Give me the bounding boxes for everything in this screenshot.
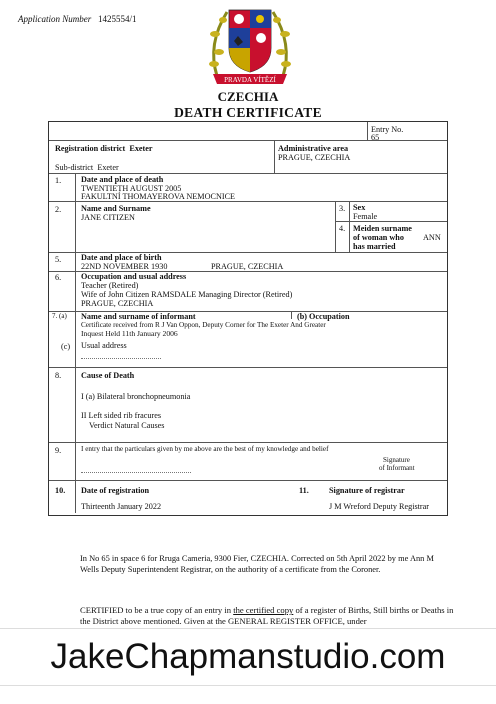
subdistrict-value: Exeter xyxy=(97,163,119,172)
field-11-number: 11. xyxy=(299,486,309,495)
death-place: FAKULTNÍ THOMAYEROVA NEMOCNICE xyxy=(81,192,236,201)
field-4-number: 4. xyxy=(339,224,346,233)
registration-district-label: Registration district xyxy=(55,144,126,153)
crest-motto: PRAVDA VÍTĚZÍ xyxy=(224,76,276,84)
deceased-name: JANE CITIZEN xyxy=(81,213,135,222)
registrar-signature: J M Wreford Deputy Registrar xyxy=(329,502,430,511)
birth-date: 22ND NOVEMBER 1930 xyxy=(81,262,168,271)
field-1-number: 1. xyxy=(55,176,62,185)
sex-value: Female xyxy=(353,212,378,221)
field-4-label-3: has married xyxy=(353,242,396,251)
field-7-label: Name and surname of informant xyxy=(81,312,196,321)
document-title: DEATH CERTIFICATE xyxy=(174,105,322,120)
field-9-number: 9. xyxy=(55,446,62,455)
occupation-line-1: Teacher (Retired) xyxy=(81,281,139,290)
certified-rest: of a register of Births, Still births or Deaths in the District above mentioned. Given at the GENERAL REGISTER OFFICE, under xyxy=(80,605,454,627)
field-3-label: Sex xyxy=(353,203,366,212)
watermark-banner: JakeChapmanstudio.com xyxy=(0,628,496,686)
subdistrict-label: Sub-district xyxy=(55,163,94,172)
field-7-number: 7. (a) xyxy=(52,312,67,320)
informant-line-1: Certificate received from R J Van Oppon, Deputy Corner for The Exeter And Greater xyxy=(81,321,326,329)
admin-area-label: Administrative area xyxy=(278,144,349,153)
field-4-label-1: Meiden surname xyxy=(353,224,412,233)
field-1-label: Date and place of death xyxy=(81,175,164,184)
signature-label-1: Signature xyxy=(383,456,410,464)
certified-pre: CERTIFIED to be a true copy of an entry in xyxy=(80,605,234,615)
application-value: 1425554/1 xyxy=(98,14,137,24)
field-10-number: 10. xyxy=(55,486,66,495)
certificate-table xyxy=(48,121,448,516)
birth-place: PRAGUE, CZECHIA xyxy=(211,262,284,271)
signature-label-2: of Informant xyxy=(379,464,415,472)
field-8-label: Cause of Death xyxy=(81,371,135,380)
field-11-label: Signature of registrar xyxy=(329,486,405,495)
field-6-label: Occupation and usual address xyxy=(81,272,187,281)
field-7c-label: Usual address xyxy=(81,341,127,350)
field-8-number: 8. xyxy=(55,371,62,380)
certified-statement xyxy=(80,605,460,627)
field-7c-number: (c) xyxy=(61,342,71,351)
application-number xyxy=(18,14,137,24)
occupation-line-3: PRAGUE, CZECHIA xyxy=(81,299,154,308)
field-3-number: 3. xyxy=(339,204,346,213)
field-5-number: 5. xyxy=(55,255,62,264)
field-6-number: 6. xyxy=(55,273,62,282)
registration-date: Thirteenth January 2022 xyxy=(81,502,162,511)
registration-district-value: Exeter xyxy=(129,144,153,153)
admin-area-value: PRAGUE, CZECHIA xyxy=(278,153,351,162)
entry-value: 65 xyxy=(371,133,380,142)
death-date: TWENTIETH AUGUST 2005 xyxy=(81,184,182,193)
cause-line-2: II Left sided rib fracures xyxy=(81,411,162,420)
cause-line-1: I (a) Bilateral bronchopneumonia xyxy=(81,392,191,401)
field-4-label-2: of woman who xyxy=(353,233,404,242)
field-5-label: Date and place of birth xyxy=(81,253,162,262)
field-10-label: Date of registration xyxy=(81,486,150,495)
maiden-surname-value: ANN xyxy=(423,233,441,242)
correction-note: In No 65 in space 6 for Rruga Cameria, 9300 Fier, CZECHIA. Corrected on 5th April 2022 by me Ann M Wells Deputy Superintendent Registrar, on the authority of a certificate from the Coroner. xyxy=(80,554,434,575)
field-2-label: Name and Surname xyxy=(81,204,151,213)
cause-line-3: Verdict Natural Causes xyxy=(89,421,165,430)
informant-declaration: I entry that the particulars given by me above are the best of my knowledge and belief xyxy=(81,445,329,453)
field-2-number: 2. xyxy=(55,205,62,214)
country-heading: CZECHIA xyxy=(217,89,279,104)
occupation-line-2: Wife of John Citizen RAMSDALE Managing Director (Retired) xyxy=(81,290,293,299)
informant-line-2: Inquest Held 11th January 2006 xyxy=(81,329,178,338)
field-7b-label: (b) Occupation xyxy=(297,312,350,321)
entry-label: Entry No. xyxy=(371,125,404,134)
coat-of-arms-crest xyxy=(205,4,295,92)
certified-copy-link: the certified copy xyxy=(233,605,294,615)
application-label: Application Number xyxy=(18,14,92,24)
